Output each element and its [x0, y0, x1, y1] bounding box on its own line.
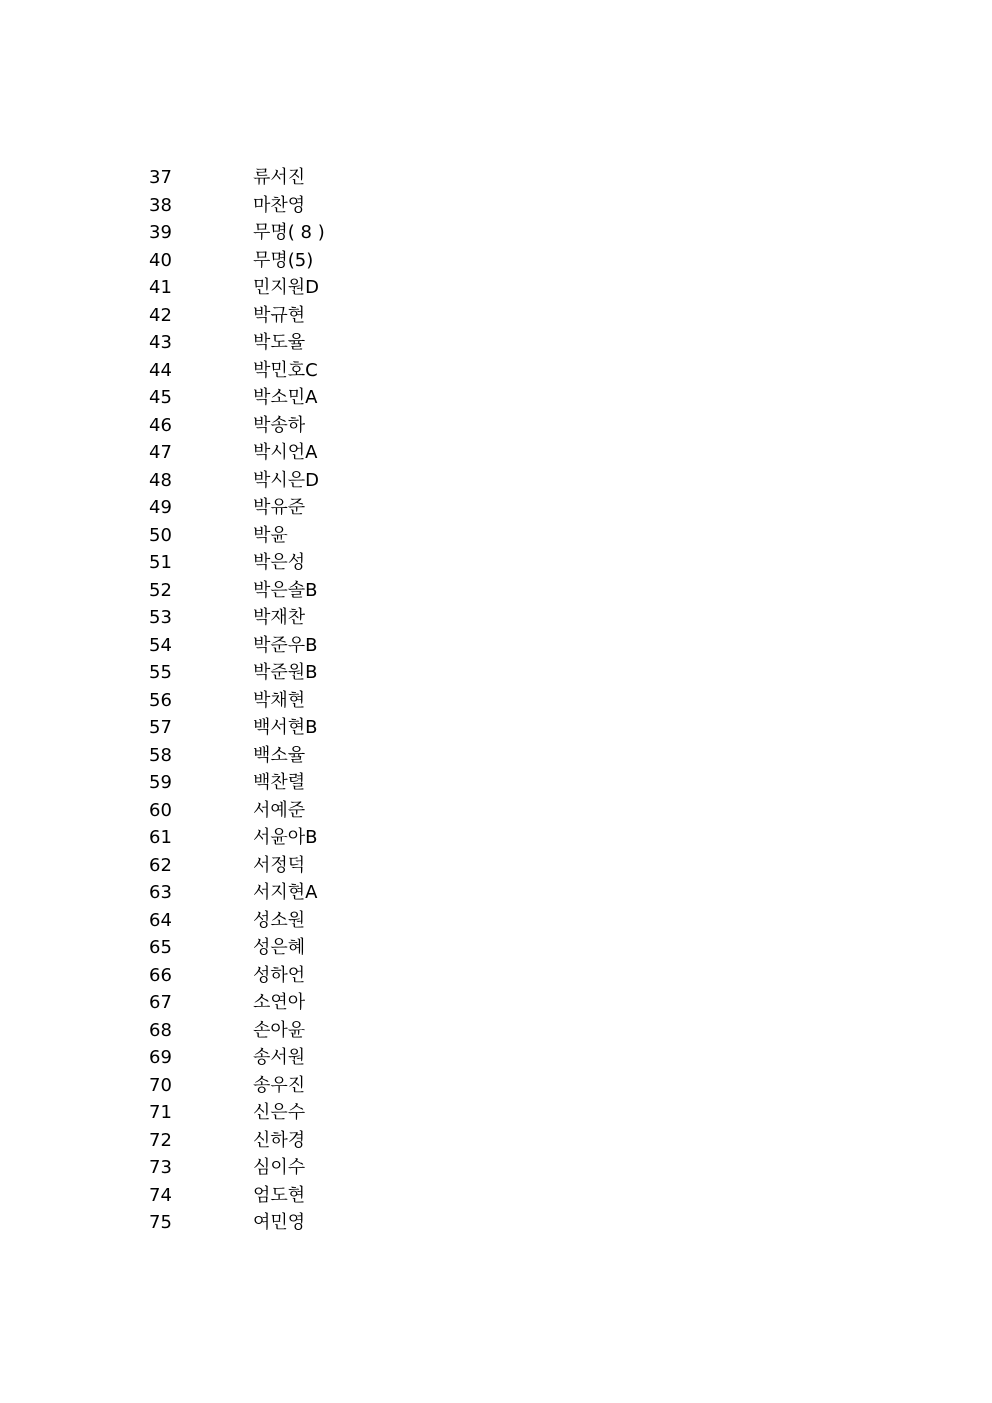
list-item: [149, 852, 549, 880]
row-name: 무명(5): [253, 249, 314, 271]
list-item: [149, 192, 549, 220]
row-number: 59: [149, 772, 172, 793]
row-number: 72: [149, 1129, 172, 1151]
row-number: 52: [149, 579, 172, 601]
row-name: 심이수: [253, 1157, 306, 1178]
row-number: 74: [149, 1184, 172, 1206]
row-name: 무명( 8 ): [253, 222, 325, 243]
row-name: 성소원: [253, 909, 306, 931]
row-number: 63: [149, 882, 172, 903]
row-number: 73: [149, 1157, 172, 1178]
row-name: 엄도현: [253, 1184, 306, 1206]
row-name: 박채현: [253, 689, 306, 711]
row-name: 소연아: [253, 992, 306, 1013]
row-number: 51: [149, 552, 172, 573]
row-number: 62: [149, 854, 172, 876]
row-number: 54: [149, 634, 172, 656]
row-number: 48: [149, 469, 172, 491]
row-number: 50: [149, 524, 172, 546]
list-item: [149, 384, 549, 412]
list-item: [149, 219, 549, 247]
row-number: 61: [149, 827, 172, 848]
row-number: 71: [149, 1102, 172, 1123]
row-name: 송서원: [253, 1047, 306, 1068]
list-item: [149, 879, 549, 907]
list-item: [149, 357, 549, 385]
row-number: 66: [149, 964, 172, 986]
row-number: 64: [149, 909, 172, 931]
row-name: 서예준: [253, 799, 306, 821]
list-item: [149, 962, 549, 990]
row-number: 68: [149, 1019, 172, 1041]
list-item: [149, 439, 549, 467]
name-list: [149, 164, 549, 1237]
row-number: 55: [149, 662, 172, 683]
row-number: 40: [149, 249, 172, 271]
list-item: [149, 494, 549, 522]
list-item: [149, 659, 549, 687]
list-item: [149, 824, 549, 852]
list-item: [149, 412, 549, 440]
list-item: [149, 687, 549, 715]
row-name: 백서현B: [253, 717, 318, 738]
row-name: 마찬영: [253, 194, 306, 216]
list-item: [149, 797, 549, 825]
row-name: 신은수: [253, 1102, 306, 1123]
list-item: [149, 1017, 549, 1045]
row-number: 70: [149, 1074, 172, 1096]
list-item: [149, 742, 549, 770]
row-name: 민지원D: [253, 277, 320, 298]
row-name: 손아윤: [253, 1019, 306, 1041]
row-name: 박소민A: [253, 387, 318, 408]
row-name: 박유준: [253, 497, 306, 518]
list-item: [149, 1044, 549, 1072]
row-name: 여민영: [253, 1212, 306, 1233]
row-number: 67: [149, 992, 172, 1013]
row-number: 75: [149, 1212, 172, 1233]
list-item: [149, 632, 549, 660]
row-name: 박시언A: [253, 442, 318, 463]
list-item: [149, 522, 549, 550]
row-number: 39: [149, 222, 172, 243]
row-name: 박은성: [253, 552, 306, 573]
row-name: 송우진: [253, 1074, 306, 1096]
row-name: 서정덕: [253, 854, 306, 876]
list-item: [149, 329, 549, 357]
list-item: [149, 1099, 549, 1127]
row-name: 서지현A: [253, 882, 318, 903]
list-item: [149, 1182, 549, 1210]
row-number: 45: [149, 387, 172, 408]
list-item: [149, 769, 549, 797]
list-item: [149, 714, 549, 742]
row-name: 백찬렬: [253, 772, 306, 793]
list-item: [149, 302, 549, 330]
list-item: [149, 907, 549, 935]
row-name: 백소율: [253, 744, 306, 766]
row-number: 43: [149, 332, 172, 353]
row-name: 박송하: [253, 414, 306, 436]
row-number: 60: [149, 799, 172, 821]
row-name: 박준우B: [253, 634, 318, 656]
row-number: 44: [149, 359, 172, 381]
list-item: [149, 1072, 549, 1100]
row-name: 신하경: [253, 1129, 306, 1151]
list-item: [149, 1127, 549, 1155]
list-item: [149, 1209, 549, 1237]
row-number: 37: [149, 167, 172, 188]
list-item: [149, 164, 549, 192]
list-item: [149, 577, 549, 605]
row-name: 박윤: [253, 524, 288, 546]
row-number: 47: [149, 442, 172, 463]
row-number: 57: [149, 717, 172, 738]
row-number: 38: [149, 194, 172, 216]
row-number: 56: [149, 689, 172, 711]
row-name: 박규현: [253, 304, 306, 326]
list-item: [149, 274, 549, 302]
row-number: 42: [149, 304, 172, 326]
list-item: [149, 1154, 549, 1182]
row-number: 58: [149, 744, 172, 766]
row-number: 49: [149, 497, 172, 518]
list-item: [149, 934, 549, 962]
row-name: 박민호C: [253, 359, 318, 381]
row-name: 서윤아B: [253, 827, 318, 848]
row-number: 69: [149, 1047, 172, 1068]
list-item: [149, 549, 549, 577]
row-number: 41: [149, 277, 172, 298]
row-name: 박시은D: [253, 469, 320, 491]
row-number: 53: [149, 607, 172, 628]
list-item: [149, 604, 549, 632]
row-number: 46: [149, 414, 172, 436]
row-name: 성은혜: [253, 937, 306, 958]
row-number: 65: [149, 937, 172, 958]
row-name: 박은솔B: [253, 579, 318, 601]
row-name: 박재찬: [253, 607, 306, 628]
row-name: 박도율: [253, 332, 306, 353]
list-item: [149, 247, 549, 275]
list-item: [149, 989, 549, 1017]
row-name: 성하언: [253, 964, 306, 986]
row-name: 류서진: [253, 167, 306, 188]
row-name: 박준원B: [253, 662, 318, 683]
list-item: [149, 467, 549, 495]
